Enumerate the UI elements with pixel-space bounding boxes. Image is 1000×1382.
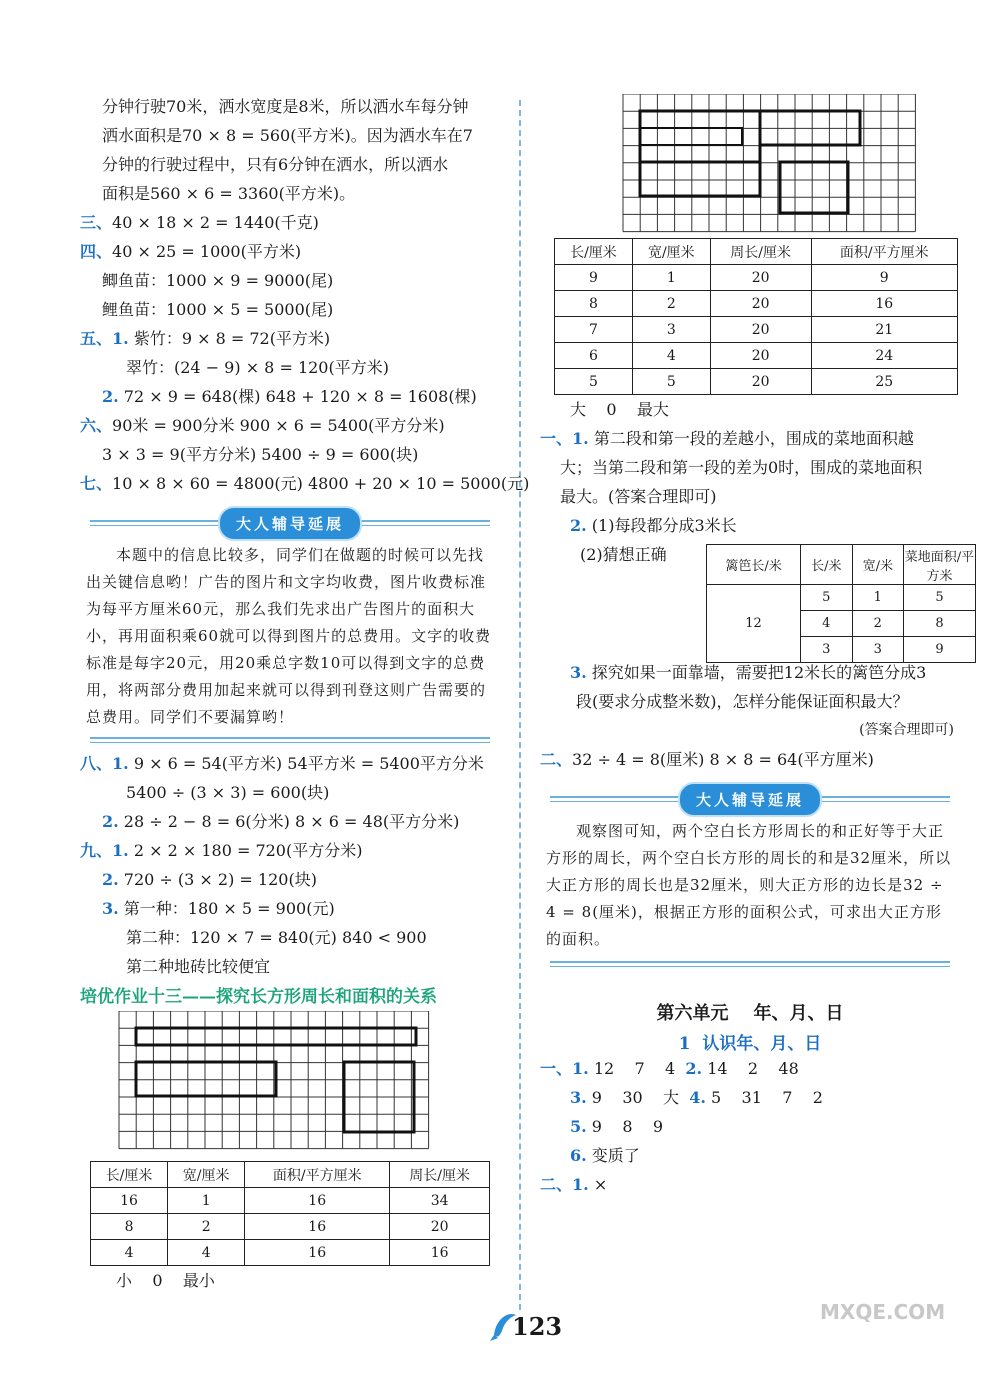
rectangle-table-left	[90, 1161, 490, 1266]
table-cell: 21	[811, 317, 957, 343]
table-header: 面积/平方厘米	[811, 239, 957, 265]
answer-text: 9 30 大	[591, 1088, 680, 1107]
table-row	[91, 1214, 490, 1240]
table-header: 菜地面积/平方米	[904, 545, 976, 585]
table-cell: 5	[555, 369, 633, 395]
left-column	[80, 92, 530, 1295]
answer-a1-row1	[540, 1054, 960, 1083]
answer-label: 五、	[80, 329, 113, 348]
section-title: 培优作业十三——探究长方形周长和面积的关系	[80, 987, 437, 1007]
banner-rule	[90, 742, 490, 743]
answer-text: 探究如果一面靠墙，需要把12米长的篱笆分成3	[591, 663, 927, 682]
table-cell: 4	[91, 1240, 168, 1266]
rectangle-b	[640, 128, 742, 145]
lesson-title: 1 认识年、月、日	[678, 1034, 822, 1054]
answer-text: 紫竹：9 × 8 = 72(平方米)	[133, 329, 331, 348]
answer-9-1	[80, 836, 500, 865]
answer-label: 三、	[80, 213, 113, 232]
table-cell: 1	[168, 1188, 245, 1214]
table-header-row	[707, 545, 976, 585]
table-row	[555, 369, 958, 395]
table-row	[555, 291, 958, 317]
rectangle-16x1	[136, 1028, 416, 1045]
answer-label: 二、	[540, 750, 573, 769]
banner-rule	[90, 737, 490, 739]
table-cell: 20	[710, 343, 811, 369]
item-number: 2.	[102, 812, 119, 831]
answer-text: 9 × 6 = 54(平方米) 54平方米 = 5400平方分米	[133, 754, 484, 773]
table-cell: 2	[168, 1214, 245, 1240]
rectangle-table-right	[554, 238, 958, 395]
table-cell: 20	[710, 265, 811, 291]
table-cell: 5	[904, 585, 976, 611]
answer-text: 9 8 9	[591, 1117, 664, 1136]
table-header: 宽/厘米	[168, 1162, 245, 1188]
table-header: 篱笆长/米	[707, 545, 801, 585]
answer-text: 大；当第二段和第一段的差为0时，围成的菜地面积	[560, 458, 923, 477]
answer-label: 九、	[80, 841, 113, 860]
table-row	[555, 317, 958, 343]
table-row	[707, 585, 976, 611]
item-number: 2.	[685, 1059, 703, 1078]
answer-3	[80, 208, 500, 237]
table-header: 长/厘米	[91, 1162, 168, 1188]
table-header: 宽/厘米	[632, 239, 710, 265]
answer-text: 40 × 18 × 2 = 1440(千克)	[112, 213, 319, 232]
answer-text: 10 × 8 × 60 = 4800(元) 4800 + 20 × 10 = 5000(元)	[112, 474, 530, 493]
item-number: 5.	[570, 1117, 587, 1136]
answer-text: 14 2 48	[707, 1059, 799, 1078]
item-number: 1.	[572, 1059, 589, 1078]
table-cell: 20	[710, 317, 811, 343]
answer-text: 2 × 2 × 180 = 720(平方分米)	[133, 841, 363, 860]
table-row	[555, 265, 958, 291]
item-number: 2.	[102, 387, 119, 406]
table-cell: 16	[245, 1240, 390, 1266]
table-cell: 16	[245, 1188, 390, 1214]
answer-text: 段(要求分成整米数)，怎样分能保证面积最大？	[576, 692, 909, 711]
table-cell: 4	[801, 611, 852, 637]
table-cell: 4	[632, 343, 710, 369]
unit-title: 第六单元 年、月、日	[656, 1003, 844, 1024]
answer-text: 3 × 3 = 9(平方分米) 5400 ÷ 9 = 600(块)	[102, 445, 419, 464]
table-cell: 9	[555, 265, 633, 291]
banner-title: 大人辅导延展	[218, 506, 362, 541]
answer-8-2	[80, 807, 500, 836]
answer-label: 四、	[80, 242, 113, 261]
table-cell: 12	[707, 585, 801, 663]
answer-text: 5400 ÷ (3 × 3) = 600(块)	[126, 783, 330, 802]
table-row	[555, 343, 958, 369]
intro-line: 面积是560 × 6 = 3360(平方米)。	[102, 184, 356, 203]
tip-paragraph: 观察图可知，两个空白长方形周长的和正好等于大正方形的周长，两个空白长方形的周长的和是32厘米，所以大正方形的周长也是32厘米，则大正方形的边长是32 ÷ 4 = 8(厘米)，根据正方形的面积公式，可求出大正方形的面积。	[546, 822, 952, 948]
item-number: 1.	[112, 754, 129, 773]
intro-line: 洒水面积是70 × 8 = 560(平方米)。因为洒水车在7	[102, 126, 473, 145]
answer-2	[540, 745, 960, 774]
grid-figure-left	[116, 1011, 446, 1151]
table-cell: 16	[811, 291, 957, 317]
answer-1-1	[540, 424, 960, 453]
tip-banner-end	[540, 955, 960, 969]
answer-text: 第二种地砖比较便宜	[126, 957, 271, 976]
table-cell: 1	[852, 585, 903, 611]
tip-banner-end	[80, 731, 500, 745]
conclusion: 大 0 最大	[570, 400, 669, 419]
table-cell: 8	[904, 611, 976, 637]
banner-rule	[550, 966, 950, 967]
item-number: 3.	[102, 899, 119, 918]
table-cell: 24	[811, 343, 957, 369]
right-column	[540, 92, 975, 1199]
page-number: 123	[512, 1312, 563, 1341]
answer-note: (答案合理即可)	[859, 722, 954, 738]
item-number: 2.	[570, 516, 587, 535]
answer-text: ×	[593, 1175, 608, 1194]
table-row	[91, 1188, 490, 1214]
answer-label: 一、	[540, 1059, 573, 1078]
table-cell: 4	[168, 1240, 245, 1266]
table-cell: 16	[245, 1214, 390, 1240]
table-cell: 3	[801, 637, 852, 663]
answer-text: 12 7 4	[593, 1059, 676, 1078]
answer-text: 变质了	[591, 1146, 640, 1165]
item-number: 1.	[572, 1175, 589, 1194]
table-cell: 16	[390, 1240, 490, 1266]
answer-8-1	[80, 749, 500, 778]
item-number: 1.	[572, 429, 589, 448]
answer-text: 最大。(答案合理即可)	[560, 487, 717, 506]
table-row	[91, 1240, 490, 1266]
table-header-row	[555, 239, 958, 265]
table-header: 面积/平方厘米	[245, 1162, 390, 1188]
fence-table	[706, 544, 976, 663]
tip-banner	[80, 504, 500, 538]
table-cell: 3	[632, 317, 710, 343]
table-cell: 8	[91, 1214, 168, 1240]
answer-text: 28 ÷ 2 − 8 = 6(分米) 8 × 6 = 48(平方分米)	[123, 812, 460, 831]
answer-text: 40 × 25 = 1000(平方米)	[112, 242, 302, 261]
item-number: 1.	[112, 841, 129, 860]
answer-text: (2)猜想正确	[580, 545, 667, 564]
answer-a1-row3	[540, 1112, 960, 1141]
table-header: 长/厘米	[555, 239, 633, 265]
table-header: 长/米	[801, 545, 852, 585]
table-cell: 5	[801, 585, 852, 611]
answer-a2	[540, 1170, 960, 1199]
answer-text: 翠竹：(24 − 9) × 8 = 120(平方米)	[126, 358, 389, 377]
table-cell: 9	[811, 265, 957, 291]
answer-text: (1)每段都分成3米长	[591, 516, 737, 535]
answer-6	[80, 411, 500, 440]
answer-4	[80, 237, 500, 266]
tip-banner	[540, 780, 960, 814]
table-cell: 25	[811, 369, 957, 395]
item-number: 1.	[112, 329, 129, 348]
table-cell: 9	[904, 637, 976, 663]
answer-a1-row2	[540, 1083, 960, 1112]
table-cell: 1	[632, 265, 710, 291]
answer-label: 七、	[80, 474, 113, 493]
table-cell: 20	[390, 1214, 490, 1240]
banner-title: 大人辅导延展	[678, 782, 822, 817]
watermark-text: MXQE.COM	[820, 1300, 946, 1324]
table-header: 宽/米	[852, 545, 903, 585]
table-header: 周长/厘米	[710, 239, 811, 265]
table-cell: 2	[852, 611, 903, 637]
table-cell: 34	[390, 1188, 490, 1214]
answer-label: 一、	[540, 429, 573, 448]
rectangle-8x2	[136, 1062, 276, 1096]
column-divider	[519, 100, 521, 1310]
rectangle-c	[640, 162, 760, 196]
table-cell: 8	[555, 291, 633, 317]
item-number: 6.	[570, 1146, 587, 1165]
answer-text: 鲤鱼苗：1000 × 5 = 5000(尾)	[102, 300, 334, 319]
table-cell: 7	[555, 317, 633, 343]
answer-text: 第一种：180 × 5 = 900(元)	[123, 899, 335, 918]
answer-text: 720 ÷ (3 × 2) = 120(块)	[123, 870, 317, 889]
answer-1-2	[540, 511, 960, 540]
answer-text: 第二段和第一段的差越小，围成的菜地面积越	[593, 429, 914, 448]
table-cell: 3	[852, 637, 903, 663]
answer-label: 二、	[540, 1175, 573, 1194]
answer-text: 90米 = 900分米 900 × 6 = 5400(平方分米)	[112, 416, 445, 435]
answer-5-2	[80, 382, 500, 411]
table-cell: 20	[710, 291, 811, 317]
table-cell: 5	[632, 369, 710, 395]
item-number: 3.	[570, 1088, 587, 1107]
answer-text: 72 × 9 = 648(棵) 648 + 120 × 8 = 1608(棵)	[123, 387, 477, 406]
intro-line: 分钟行驶70米，洒水宽度是8米，所以洒水车每分钟	[102, 97, 469, 116]
answer-text: 第二种：120 × 7 = 840(元) 840 < 900	[126, 928, 427, 947]
answer-5-1	[80, 324, 500, 353]
answer-text: 5 31 7 2	[711, 1088, 823, 1107]
intro-line: 分钟的行驶过程中，只有6分钟在洒水，所以洒水	[102, 155, 449, 174]
table-cell: 6	[555, 343, 633, 369]
rectangle-d	[780, 162, 848, 213]
item-number: 4.	[689, 1088, 706, 1107]
answer-a1-row4	[540, 1141, 960, 1170]
grid-figure-right	[620, 94, 960, 234]
fence-block	[540, 540, 975, 658]
table-cell: 16	[91, 1188, 168, 1214]
answer-label: 六、	[80, 416, 113, 435]
answer-text: 鲫鱼苗：1000 × 9 = 9000(尾)	[102, 271, 334, 290]
answer-text: 32 ÷ 4 = 8(厘米) 8 × 8 = 64(平方厘米)	[572, 750, 874, 769]
answer-9-2	[80, 865, 500, 894]
answer-9-3	[80, 894, 500, 923]
item-number: 2.	[102, 870, 119, 889]
table-header-row	[91, 1162, 490, 1188]
item-number: 3.	[570, 663, 587, 682]
banner-rule	[550, 961, 950, 963]
table-header: 周长/厘米	[390, 1162, 490, 1188]
table-cell: 20	[710, 369, 811, 395]
answer-7	[80, 469, 530, 498]
tip-paragraph: 本题中的信息比较多，同学们在做题的时候可以先找出关键信息哟！广告的图片和文字均收费，图片收费标准为每平方厘米60元，那么我们先求出广告图片的面积大小，再用面积乘60就可以得到图片的总费用。文字的收费标准是每字20元，用20乘总字数10可以得到文字的总费用，将两部分费用加起来就可以得到刊登这则广告需要的总费用。同学们不要漏算哟！	[86, 546, 492, 726]
table-cell: 2	[632, 291, 710, 317]
answer-label: 八、	[80, 754, 113, 773]
conclusion: 小 0 最小	[116, 1271, 215, 1290]
